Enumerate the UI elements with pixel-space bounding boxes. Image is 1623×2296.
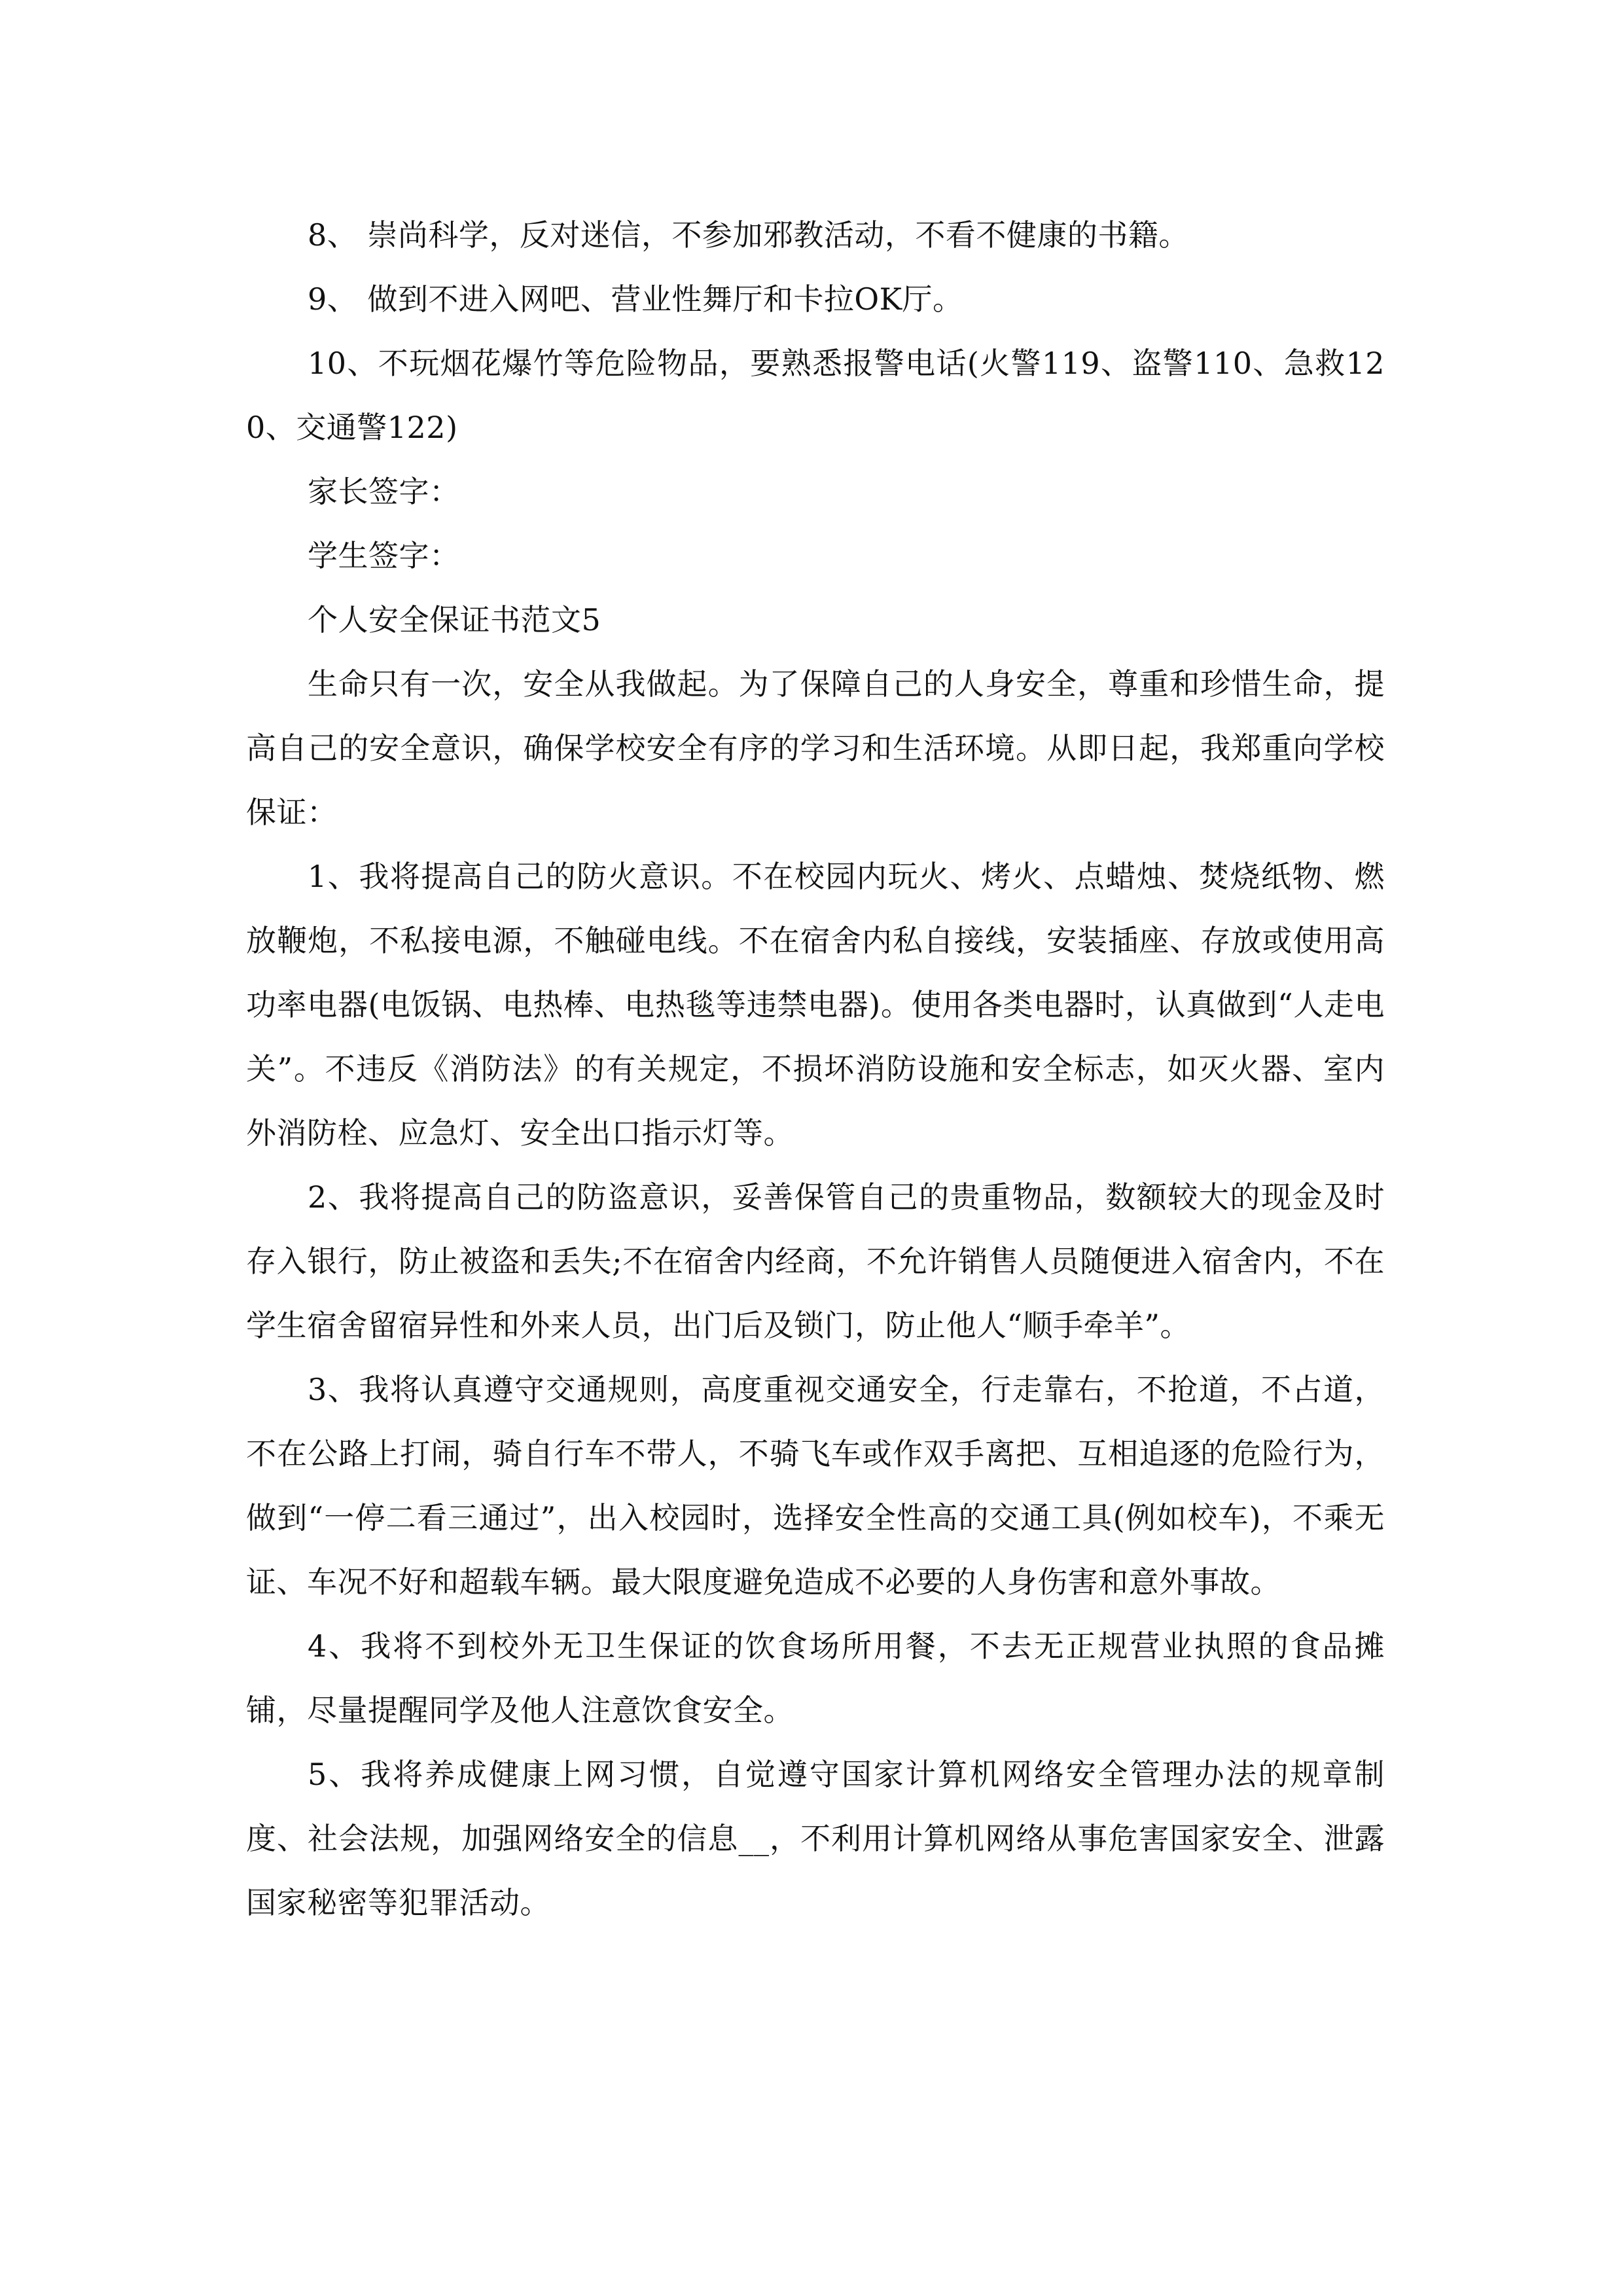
document-page bbox=[246, 203, 1385, 1935]
parent-signature-label: 家长签字： bbox=[308, 474, 460, 509]
list-item-8: 8、 崇尚科学，反对迷信，不参加邪教活动，不看不健康的书籍。 bbox=[308, 217, 1189, 253]
list-item-10: 10、不玩烟花爆竹等危险物品，要熟悉报警电话(火警119、盗警110、急救120、交通警122) bbox=[246, 346, 1385, 445]
pledge-item-3: 3、我将认真遵守交通规则，高度重视交通安全，行走靠右，不抢道，不占道，不在公路上打闹，骑自行车不带人，不骑飞车或作双手离把、互相追逐的危险行为，做到“一停二看三通过”，出入校园时，选择安全性高的交通工具(例如校车)，不乘无证、车况不好和超载车辆。最大限度避免造成不必要的人身伤害和意外事故。 bbox=[246, 1372, 1385, 1600]
section-title: 个人安全保证书范文5 bbox=[308, 602, 601, 637]
student-signature-label: 学生签字： bbox=[308, 538, 460, 573]
pledge-item-1: 1、我将提高自己的防火意识。不在校园内玩火、烤火、点蜡烛、焚烧纸物、燃放鞭炮，不私接电源，不触碰电线。不在宿舍内私自接线，安装插座、存放或使用高功率电器(电饭锅、电热棒、电热毯等违禁电器)。使用各类电器时，认真做到“人走电关”。不违反《消防法》的有关规定，不损坏消防设施和安全标志，如灭火器、室内外消防栓、应急灯、安全出口指示灯等。 bbox=[246, 859, 1385, 1151]
pledge-item-4: 4、我将不到校外无卫生保证的饮食场所用餐，不去无正规营业执照的食品摊铺，尽量提醒同学及他人注意饮食安全。 bbox=[246, 1628, 1385, 1728]
pledge-item-5: 5、我将养成健康上网习惯，自觉遵守国家计算机网络安全管理办法的规章制度、社会法规，加强网络安全的信息__，不利用计算机网络从事危害国家安全、泄露国家秘密等犯罪活动。 bbox=[246, 1757, 1385, 1920]
pledge-item-2: 2、我将提高自己的防盗意识，妥善保管自己的贵重物品，数额较大的现金及时存入银行，防止被盗和丢失;不在宿舍内经商，不允许销售人员随便进入宿舍内，不在学生宿舍留宿异性和外来人员，出门后及锁门，防止他人“顺手牵羊”。 bbox=[246, 1179, 1385, 1343]
list-item-9: 9、 做到不进入网吧、营业性舞厅和卡拉OK厅。 bbox=[308, 281, 963, 317]
intro-paragraph: 生命只有一次，安全从我做起。为了保障自己的人身安全，尊重和珍惜生命，提高自己的安全意识，确保学校安全有序的学习和生活环境。从即日起，我郑重向学校保证： bbox=[246, 666, 1385, 830]
